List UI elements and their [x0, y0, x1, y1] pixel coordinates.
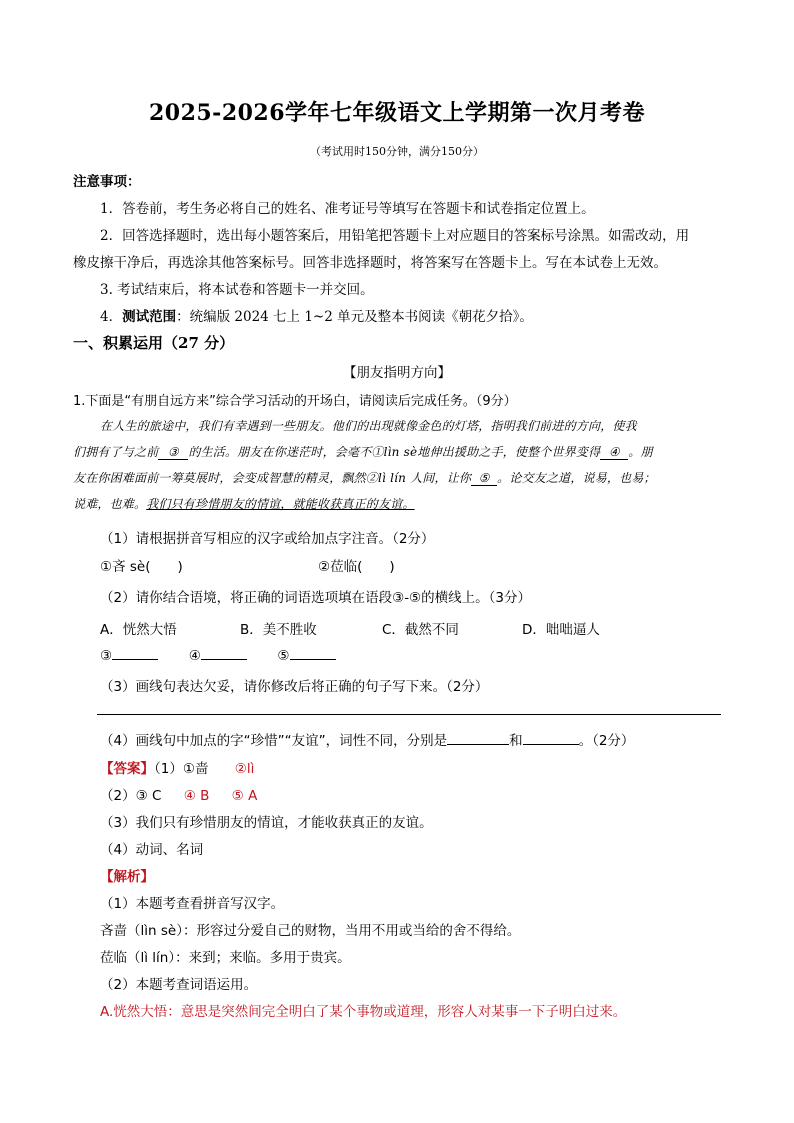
sub1-blank-2: ②莅临( )	[318, 559, 395, 575]
fill-blank-5	[290, 659, 336, 660]
answer-1: （1）①啬	[154, 761, 209, 777]
passage-line-2a: 们拥有了与之前	[73, 445, 159, 459]
notice-item-1: 1．答卷前，考生务必将自己的姓名、准考证号等填写在答题卡和试卷指定位置上。	[100, 201, 595, 217]
answer-line-2	[100, 784, 257, 804]
sub4-and: 和	[509, 733, 523, 749]
fill-blank-4	[201, 659, 247, 660]
analysis-label: 【解析】	[100, 869, 154, 885]
passage-line-3	[73, 469, 656, 486]
fill-label-4: ④	[188, 648, 201, 664]
answer-line	[97, 714, 721, 715]
sub4-end: 。（2分）	[578, 733, 635, 749]
passage-line-3a: 友在你困难面前一筹莫展时，会变成智慧的精灵，飘然②lì lín 人间，让你	[73, 471, 472, 485]
page-subtitle: （考试用时150分钟，满分150分）	[310, 145, 484, 158]
notice-item-3: 3. 考试结束后，将本试卷和答题卡一并交回。	[100, 282, 374, 298]
passage-line-4a: 说难，也难。	[73, 497, 147, 511]
sub1-blank-1: ①吝 sè( )	[100, 559, 183, 575]
analysis-4: （2）本题考查词语运用。	[100, 977, 258, 993]
blank-3: ③	[158, 445, 188, 460]
option-c: C．截然不同	[382, 622, 459, 638]
passage-line-2	[73, 443, 653, 460]
passage-line-2d: 。朋	[628, 445, 653, 459]
passage-line-4	[73, 495, 415, 512]
sub-question-2: （2）请你结合语境，将正确的词语选项填在语段③-⑤的横线上。（3分）	[100, 590, 532, 606]
option-b: B．美不胜收	[240, 622, 317, 638]
notice-item-4-label: 测试范围	[122, 309, 177, 325]
notice-item-4-prefix: 4．	[100, 309, 123, 325]
answer-1b: ②lì	[234, 761, 255, 777]
underlined-sentence: 我们只有珍惜朋友的情谊，就能收获真正的友谊。	[146, 497, 415, 511]
blank-4: ④	[600, 445, 628, 460]
page-title: 2025-2026学年七年级语文上学期第一次月考卷	[148, 100, 646, 126]
notice-heading: 注意事项：	[73, 174, 141, 190]
fill-blank-3	[112, 659, 158, 660]
question-1-stem: 1.下面是“有朋自远方来”综合学习活动的开场白，请阅读后完成任务。（9分）	[73, 394, 517, 409]
passage-line-1: 在人生的旅途中，我们有幸遇到一些朋友。他们的出现就像金色的灯塔，指明我们前进的方向，使我	[100, 419, 637, 433]
answer-2: （2）③ C	[100, 788, 162, 804]
notice-item-4	[100, 305, 533, 325]
analysis-5: A.恍然大悟：意思是突然间完全明白了某个事物或道理，形容人对某事一下子明白过来。	[100, 1004, 627, 1020]
passage-line-2c: 的生活。朋友在你迷茫时，会毫不①lìn sè地伸出援助之手，使整个世界变得	[188, 445, 601, 459]
sub-question-4	[100, 729, 634, 749]
answer-line-1	[100, 757, 254, 777]
answer-4: （4）动词、名词	[100, 842, 204, 858]
sub4-blank-1	[447, 744, 509, 745]
passage-line-3c: 。论交友之道，说易，也易；	[497, 471, 656, 485]
notice-item-4-text: ：统编版 2024 七上 1~2 单元及整本书阅读《朝花夕拾》。	[176, 309, 533, 325]
sub-question-1: （1）请根据拼音写相应的汉字或给加点字注音。（2分）	[100, 531, 435, 547]
analysis-2: 吝啬（lìn sè）：形容过分爱自己的财物，当用不用或当给的舍不得给。	[100, 923, 521, 939]
section-1-subheading: 【朋友指明方向】	[343, 365, 451, 381]
answer-3: （3）我们只有珍惜朋友的情谊，才能收获真正的友谊。	[100, 815, 433, 831]
section-1-heading: 一、积累运用（27 分）	[73, 334, 235, 352]
notice-item-2: 2．回答选择题时，选出每小题答案后，用铅笔把答题卡上对应题目的答案标号涂黑。如需改动，用	[100, 228, 690, 244]
answer-2c: ⑤ A	[231, 788, 258, 804]
sub4-blank-2	[523, 744, 579, 745]
analysis-3: 莅临（lì lín）：来到；来临。多用于贵宾。	[100, 950, 351, 966]
answer-2b: ④ B	[183, 788, 210, 804]
sub-question-3: （3）画线句表达欠妥，请你修改后将正确的句子写下来。（2分）	[100, 679, 489, 695]
answer-label: 【答案】	[100, 761, 154, 777]
blank-5: ⑤	[471, 471, 497, 486]
fill-label-3: ③	[100, 648, 113, 664]
fill-label-5: ⑤	[277, 648, 290, 664]
option-d: D．咄咄逼人	[522, 622, 600, 638]
notice-item-2-cont: 橡皮擦干净后，再选涂其他答案标号。回答非选择题时，将答案写在答题卡上。写在本试卷上无效。	[73, 255, 667, 271]
analysis-1: （1）本题考查看拼音写汉字。	[100, 896, 285, 912]
sub4-text: （4）画线句中加点的字“珍惜”“友谊”，词性不同，分别是	[100, 733, 448, 749]
fill-line	[100, 648, 336, 664]
option-a: A．恍然大悟	[100, 622, 177, 638]
